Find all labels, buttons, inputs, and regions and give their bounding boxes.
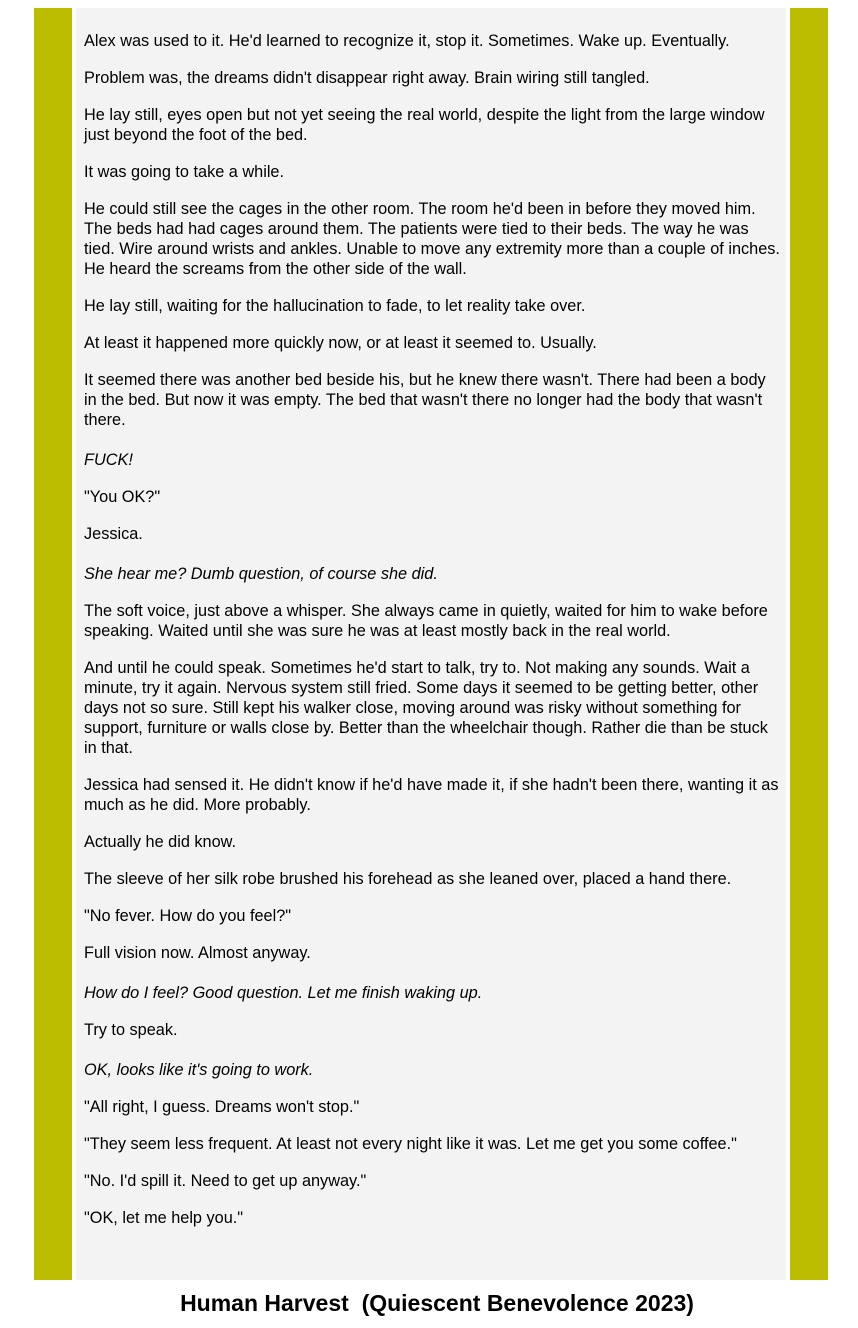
story-paragraph: Try to speak. [84, 1021, 178, 1039]
story-paragraph: And until he could speak. Sometimes he'd start to talk, try to. Not making any sounds. Wait a minute, try it again. Nervous system still fried. Some days it seemed to be getting better, other days not so sure. Still kept his walker close, moving around was risky without something for support, furniture or walls close by. Better than the wheelchair though. Rather die than be stuck in that. [84, 659, 768, 757]
story-paragraph: Jessica had sensed it. He didn't know if he'd have made it, if she hadn't been there, wanting it as much as he did. More probably. [84, 776, 779, 814]
story-paragraph: It was going to take a while. [84, 163, 285, 181]
left-accent-bar [34, 8, 72, 1280]
story-paragraph: It seemed there was another bed beside his, but he knew there wasn't. There had been a body in the bed. But now it was empty. The bed that wasn't there no longer had the body that wasn't there. [84, 371, 766, 429]
story-paragraph: He lay still, waiting for the hallucination to fade, to let reality take over. [84, 297, 586, 315]
story-paragraph: "They seem less frequent. At least not every night like it was. Let me get you some coffee." [84, 1135, 737, 1153]
story-paragraph: At least it happened more quickly now, or at least it seemed to. Usually. [84, 334, 597, 352]
story-paragraph: Alex was used to it. He'd learned to recognize it, stop it. Sometimes. Wake up. Eventually. [84, 32, 730, 50]
story-paragraph: Jessica. [84, 525, 143, 543]
story-thought: How do I feel? Good question. Let me finish waking up. [84, 984, 483, 1002]
story-paragraph: Actually he did know. [84, 833, 237, 851]
story-text [84, 31, 782, 1245]
story-thought: FUCK! [84, 451, 133, 469]
story-paragraph: He could still see the cages in the other room. The room he'd been in before they moved him. The beds had had cages around them. The patients were tied to their beds. The way he was tied. Wire around wrists and ankles. Unable to move any extremity more than a couple of inches. He heard the screams from the other side of the wall. [84, 200, 780, 278]
story-paragraph: "No. I'd spill it. Need to get up anyway." [84, 1172, 367, 1190]
story-paragraph: Problem was, the dreams didn't disappear right away. Brain wiring still tangled. [84, 69, 650, 87]
story-paragraph: "No fever. How do you feel?" [84, 907, 292, 925]
story-paragraph: The sleeve of her silk robe brushed his forehead as she leaned over, placed a hand there. [84, 870, 732, 888]
story-paragraph: "All right, I guess. Dreams won't stop." [84, 1098, 360, 1116]
story-paragraph: Full vision now. Almost anyway. [84, 944, 311, 962]
story-paragraph: "You OK?" [84, 488, 161, 506]
book-title: Human Harvest (Quiescent Benevolence 2023) [180, 1290, 694, 1316]
story-paragraph: "OK, let me help you." [84, 1209, 244, 1227]
story-thought: She hear me? Dumb question, of course she did. [84, 565, 438, 583]
right-accent-bar [790, 8, 828, 1280]
story-thought: OK, looks like it's going to work. [84, 1061, 314, 1079]
story-paragraph: He lay still, eyes open but not yet seeing the real world, despite the light from the large window just beyond the foot of the bed. [84, 106, 765, 144]
story-paragraph: The soft voice, just above a whisper. She always came in quietly, waited for him to wake before speaking. Waited until she was sure he was at least mostly back in the real world. [84, 602, 768, 640]
